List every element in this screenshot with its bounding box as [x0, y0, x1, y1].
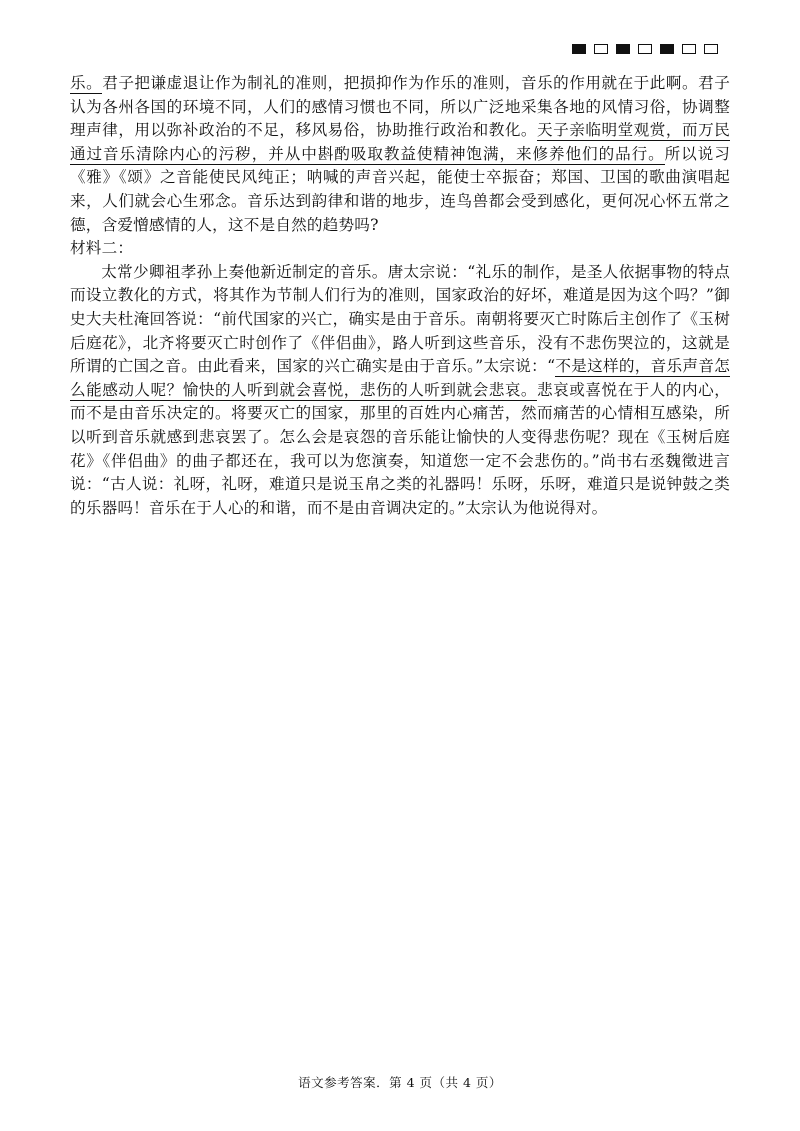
document-body	[70, 72, 730, 520]
marker-block	[616, 44, 630, 54]
sentence: 悲哀或喜悦在于人的内心，而不是由音乐决定的。将要灭亡的国家，那里的百姓内心痛苦，然而痛苦的心情相互感染，所以听到音乐就感到悲哀罢了。怎么会是哀怨的音乐能让愉快的人变得悲伤呢？现在《玉树后庭花》《伴侣曲》的曲子都还在，我可以为您演奏，知道您一定不会悲伤的。”尚书右丞魏徵进言说：“古人说：礼呀，礼呀，难道只是说玉帛之类的礼器吗！乐呀，乐呀，难道只是说钟鼓之类的乐器吗！音乐在于人心的和谐，而不是由音调决定的。”太宗认为他说得对。	[70, 380, 730, 517]
marker-block	[572, 44, 586, 54]
page-marker-blocks	[572, 44, 718, 54]
underlined-sentence: 天子亲临明堂观赏，而万民通过音乐清除内心的污秽，并从中斟酌吸取教益使精神饱满，来修养他们的品行。	[70, 121, 730, 163]
marker-block	[660, 44, 674, 54]
paragraph-1	[70, 72, 730, 237]
sentence: 君子认为各州各国的环境不同，人们的感情习惯也不同，所以广泛地采集各地的风情习俗，协调整理声律，用以弥补政治的不足，移风易俗，协助推行政治和教化。	[70, 74, 730, 140]
underlined-sentence: 乐。	[70, 74, 103, 92]
marker-block	[638, 44, 652, 54]
page-footer: 语文参考答案．第 4 页（共 4 页）	[298, 1075, 502, 1090]
marker-block	[682, 44, 696, 54]
marker-block	[704, 44, 718, 54]
marker-block	[594, 44, 608, 54]
sentence: 所以说习《雅》《颂》之音能使民风纯正；呐喊的声音兴起，能使士卒振奋；郑国、卫国的歌曲演唱起来，人们就会心生邪念。音乐达到韵律和谐的地步，连鸟兽都会受到感化，更何况心怀五常之德，含爱憎感情的人，这不是自然的趋势吗?	[70, 144, 730, 234]
sentence: 君子把谦虚退让作为制礼的准则，把损抑作为作乐的准则，音乐的作用就在于此啊。	[102, 74, 699, 92]
material-2-label: 材料二：	[70, 239, 134, 258]
sentence: 太常少卿祖孝孙上奏他新近制定的音乐。唐太宗说：“礼乐的制作，是圣人依据事物的特点而设立教化的方式，将其作为节制人们行为的准则，国家政治的好坏，难道是因为这个吗？”御史大夫杜淹回答说：“前代国家的兴亡，确实是由于音乐。南朝将要灭亡时陈后主创作了《玉树后庭花》，北齐将要灭亡时创作了《伴侣曲》，路人听到这些音乐，没有不悲伤哭泣的，这就是所谓的亡国之音。由此看来，国家的兴亡确实是由于音乐。”太宗说：“	[70, 262, 730, 376]
underlined-sentence: 不是这样的，音乐声音怎么能感动人呢？愉快的人听到就会喜悦，悲伤的人听到就会悲哀。	[70, 357, 731, 399]
paragraph-2	[70, 261, 730, 521]
